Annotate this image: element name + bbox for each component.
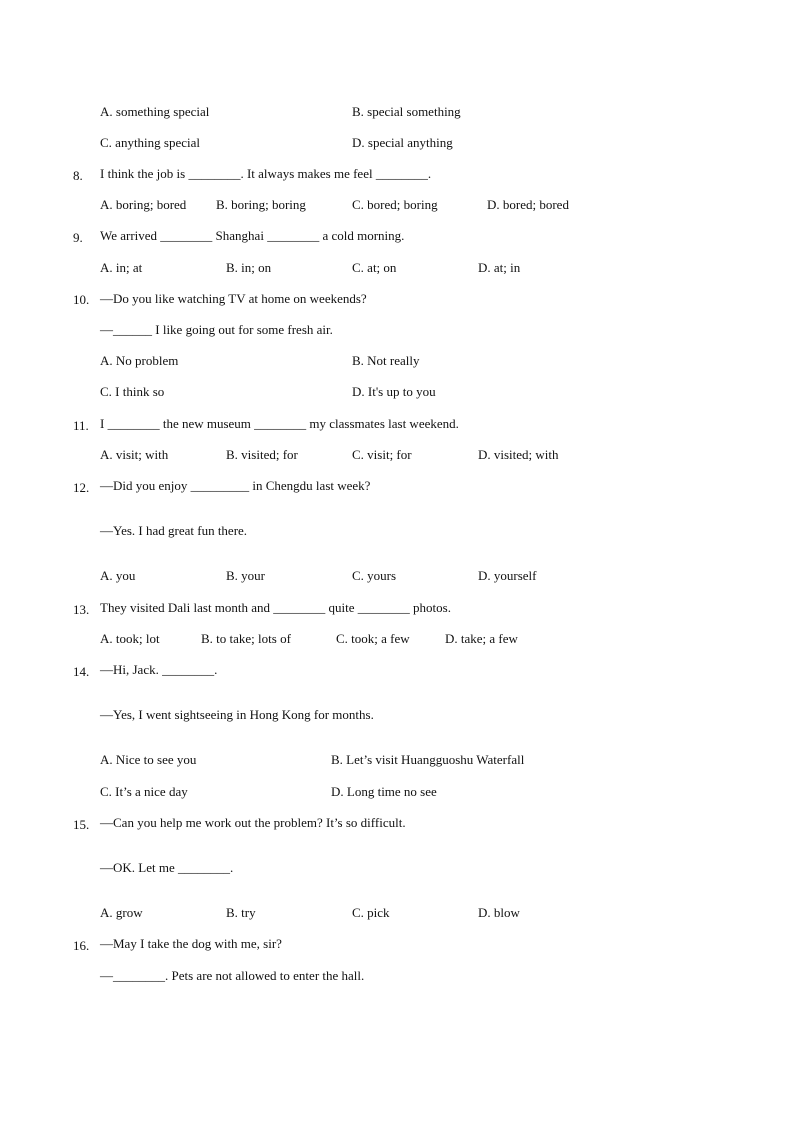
q14-option-c: C. It’s a nice day <box>100 784 188 799</box>
q16-number: 16. <box>73 938 90 953</box>
q10-option-c: C. I think so <box>100 384 165 399</box>
q16-line2: —________. Pets are not allowed to enter the hall. <box>100 968 365 983</box>
q8-option-b: B. boring; boring <box>216 197 306 212</box>
q14-line2: —Yes, I went sightseeing in Hong Kong for months. <box>100 707 374 722</box>
q12-line1: —Did you enjoy _________ in Chengdu last week? <box>100 478 371 493</box>
q9-option-b: B. in; on <box>226 260 272 275</box>
q12-line2: —Yes. I had great fun there. <box>100 523 248 538</box>
q7-option-a: A. something special <box>100 104 210 119</box>
q8-number: 8. <box>73 168 83 183</box>
q15-option-a: A. grow <box>100 905 143 920</box>
q13-option-b: B. to take; lots of <box>201 631 291 646</box>
q7-option-c: C. anything special <box>100 135 201 150</box>
q15-option-b: B. try <box>226 905 256 920</box>
q15-option-d: D. blow <box>478 905 520 920</box>
q8-stem: I think the job is ________. It always makes me feel ________. <box>100 166 432 181</box>
q7-option-d: D. special anything <box>352 135 453 150</box>
q9-option-c: C. at; on <box>352 260 397 275</box>
q15-line1: —Can you help me work out the problem? It’s so difficult. <box>100 815 406 830</box>
q11-stem: I ________ the new museum ________ my classmates last weekend. <box>100 416 459 431</box>
q12-number: 12. <box>73 480 90 495</box>
q14-option-b: B. Let’s visit Huangguoshu Waterfall <box>331 752 525 767</box>
q12-option-b: B. your <box>226 568 265 583</box>
q10-line1: —Do you like watching TV at home on weekends? <box>100 291 367 306</box>
q10-number: 10. <box>73 292 90 307</box>
q12-option-d: D. yourself <box>478 568 537 583</box>
q8-option-c: C. bored; boring <box>352 197 438 212</box>
q10-line2: —______ I like going out for some fresh air. <box>100 322 333 337</box>
q14-line1: —Hi, Jack. ________. <box>100 662 218 677</box>
q14-option-a: A. Nice to see you <box>100 752 197 767</box>
q13-option-a: A. took; lot <box>100 631 160 646</box>
q9-number: 9. <box>73 230 83 245</box>
q8-option-d: D. bored; bored <box>487 197 569 212</box>
q13-option-d: D. take; a few <box>445 631 518 646</box>
q15-number: 15. <box>73 817 90 832</box>
q13-number: 13. <box>73 602 90 617</box>
q9-option-d: D. at; in <box>478 260 521 275</box>
q8-option-a: A. boring; bored <box>100 197 187 212</box>
q11-option-d: D. visited; with <box>478 447 559 462</box>
q10-option-d: D. It's up to you <box>352 384 436 399</box>
q16-line1: —May I take the dog with me, sir? <box>100 936 282 951</box>
q7-option-b: B. special something <box>352 104 461 119</box>
q13-stem: They visited Dali last month and ________ quite ________ photos. <box>100 600 451 615</box>
q15-option-c: C. pick <box>352 905 390 920</box>
q10-option-b: B. Not really <box>352 353 420 368</box>
q13-option-c: C. took; a few <box>336 631 410 646</box>
q14-number: 14. <box>73 664 90 679</box>
q15-line2: —OK. Let me ________. <box>100 860 234 875</box>
q12-option-c: C. yours <box>352 568 397 583</box>
q11-option-a: A. visit; with <box>100 447 169 462</box>
q12-option-a: A. you <box>100 568 136 583</box>
q10-option-a: A. No problem <box>100 353 179 368</box>
q11-option-b: B. visited; for <box>226 447 298 462</box>
q11-number: 11. <box>73 418 89 433</box>
q9-option-a: A. in; at <box>100 260 143 275</box>
q11-option-c: C. visit; for <box>352 447 412 462</box>
q14-option-d: D. Long time no see <box>331 784 437 799</box>
q9-stem: We arrived ________ Shanghai ________ a cold morning. <box>100 228 405 243</box>
